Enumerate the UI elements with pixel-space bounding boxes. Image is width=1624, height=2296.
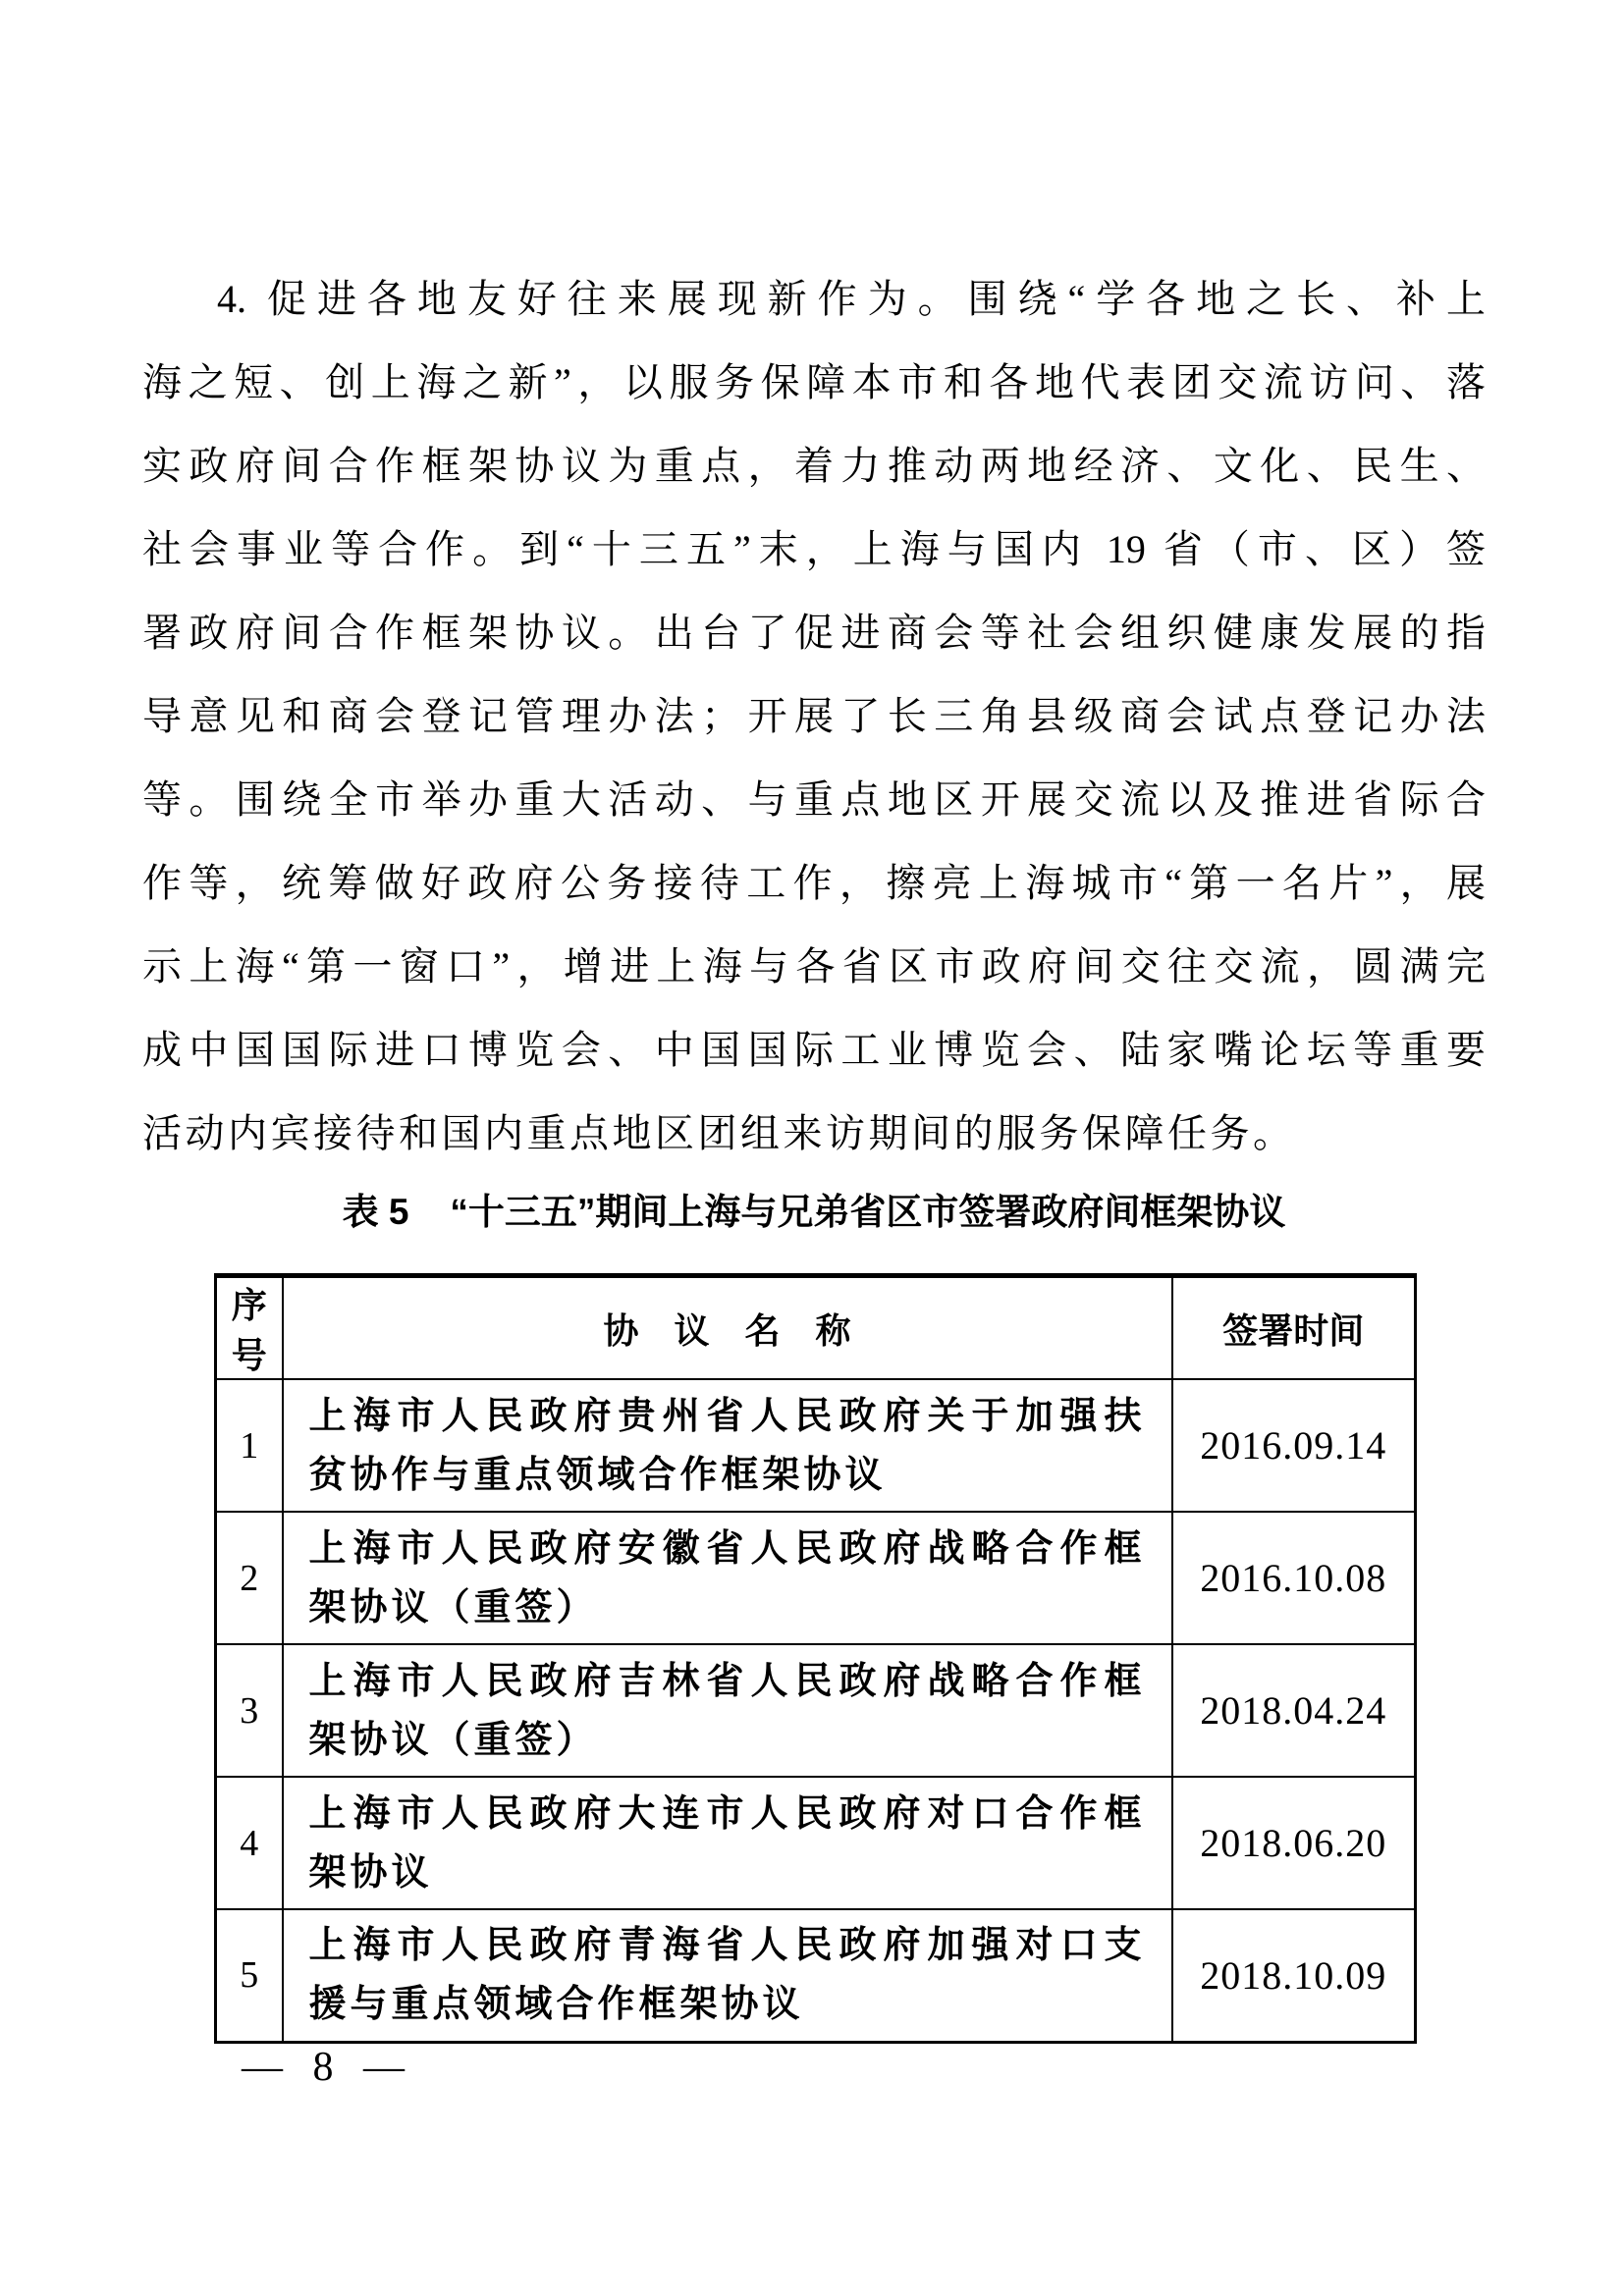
- table-row: [216, 1644, 1416, 1777]
- agreement-name-line2: 架协议（重签）: [308, 1586, 598, 1629]
- agreement-name-line1: 上海市人民政府大连市人民政府对口合作框: [308, 1792, 1142, 1835]
- table-row: [216, 1777, 1416, 1909]
- agreement-name-line1: 上海市人民政府青海省人民政府加强对口支: [308, 1925, 1142, 1967]
- agreement-name-line1: 上海市人民政府贵州省人民政府关于加强扶: [308, 1395, 1142, 1437]
- agreement-name: [283, 1512, 1172, 1644]
- paragraph-line: 活动内宾接待和国内重点地区团组来访期间的服务保障任务。: [142, 1111, 1296, 1155]
- signing-date: 2018.06.20: [1172, 1777, 1416, 1909]
- agreement-name-line2: 架协议（重签）: [308, 1719, 598, 1761]
- table-caption-label: 表 5: [342, 1192, 409, 1232]
- signing-date: 2016.10.08: [1172, 1512, 1416, 1644]
- agreement-name: [283, 1379, 1172, 1512]
- table-row: [216, 1379, 1416, 1512]
- signing-date: 2018.04.24: [1172, 1644, 1416, 1777]
- agreement-name-line2: 贫协作与重点领域合作框架协议: [308, 1454, 887, 1496]
- paragraph: [142, 257, 1486, 1175]
- col-header-date: 签署时间: [1172, 1276, 1416, 1380]
- table-caption: [142, 1183, 1486, 1242]
- agreements-table: [214, 1273, 1417, 2044]
- paragraph-line: 导意见和商会登记管理办法；开展了长三角县级商会试点登记办法: [142, 694, 1486, 738]
- row-index: 5: [216, 1909, 283, 2042]
- row-index: 3: [216, 1644, 283, 1777]
- agreement-name: [283, 1777, 1172, 1909]
- table-caption-title: “十三五”期间上海与兄弟省区市签署政府间框架协议: [450, 1192, 1286, 1232]
- row-index: 2: [216, 1512, 283, 1644]
- signing-date: 2018.10.09: [1172, 1909, 1416, 2042]
- agreement-name: [283, 1909, 1172, 2042]
- table-row: [216, 1512, 1416, 1644]
- agreement-name-line1: 上海市人民政府安徽省人民政府战略合作框: [308, 1527, 1142, 1570]
- agreement-name-line2: 架协议: [308, 1851, 433, 1894]
- row-index: 4: [216, 1777, 283, 1909]
- paragraph-line: 成中国国际进口博览会、中国国际工业博览会、陆家嘴论坛等重要: [142, 1028, 1486, 1072]
- col-header-index: 序号: [216, 1276, 283, 1380]
- paragraph-line: 4. 促进各地友好往来展现新作为。围绕“学各地之长、补上: [217, 277, 1486, 321]
- paragraph-line: 实政府间合作框架协议为重点，着力推动两地经济、文化、民生、: [142, 444, 1486, 488]
- page-number: — 8 —: [242, 2045, 406, 2090]
- agreement-name-line2: 援与重点领域合作框架协议: [308, 1984, 804, 2026]
- paragraph-line: 等。围绕全市举办重大活动、与重点地区开展交流以及推进省际合: [142, 777, 1486, 822]
- signing-date: 2016.09.14: [1172, 1379, 1416, 1512]
- col-header-name: 协 议 名 称: [283, 1276, 1172, 1380]
- paragraph-line: 社会事业等合作。到“十三五”末，上海与国内 19 省（市、区）签: [142, 527, 1486, 571]
- row-index: 1: [216, 1379, 283, 1512]
- paragraph-line: 海之短、创上海之新”，以服务保障本市和各地代表团交流访问、落: [142, 360, 1486, 404]
- table-header-row: [216, 1276, 1416, 1380]
- paragraph-line: 示上海“第一窗口”，增进上海与各省区市政府间交往交流，圆满完: [142, 944, 1486, 988]
- paragraph-line: 署政府间合作框架协议。出台了促进商会等社会组织健康发展的指: [142, 611, 1486, 655]
- table-row: [216, 1909, 1416, 2042]
- agreement-name: [283, 1644, 1172, 1777]
- agreement-name-line1: 上海市人民政府吉林省人民政府战略合作框: [308, 1660, 1142, 1702]
- paragraph-line: 作等，统筹做好政府公务接待工作，擦亮上海城市“第一名片”，展: [142, 861, 1486, 905]
